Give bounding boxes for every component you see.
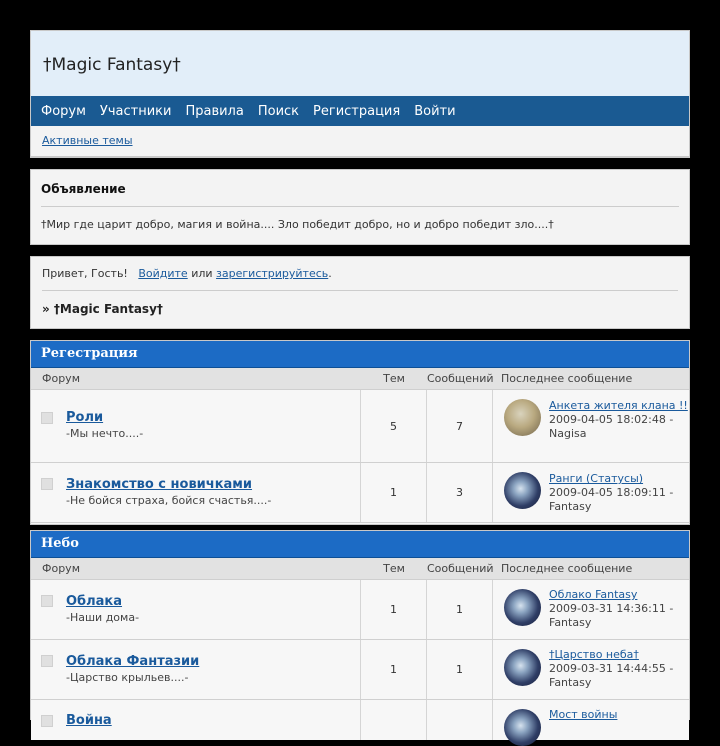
forum-cell [31, 390, 361, 462]
forum-status-icon [41, 412, 53, 424]
register-link[interactable]: зарегистрируйтесь [216, 267, 329, 280]
forum-status-icon [41, 478, 53, 490]
forum-description: -Не бойся страха, бойся счастья....- [66, 494, 272, 507]
welcome-box [30, 256, 690, 329]
forum-row [31, 640, 689, 700]
posts-count: 1 [427, 640, 493, 699]
user-avatar[interactable] [504, 399, 541, 436]
forum-row [31, 390, 689, 463]
user-avatar[interactable] [504, 709, 541, 746]
forum-status-icon [41, 715, 53, 727]
col-posts: Сообщений [427, 562, 494, 575]
col-topics: Тем [383, 372, 405, 385]
topics-count: 1 [361, 463, 427, 522]
forum-name-link[interactable]: Знакомство с новичками [66, 477, 253, 492]
or-text: или [191, 267, 213, 280]
column-headers [31, 558, 689, 580]
forum-status-icon [41, 595, 53, 607]
col-posts: Сообщений [427, 372, 494, 385]
nav-members[interactable]: Участники [99, 103, 172, 119]
column-headers [31, 368, 689, 390]
forum-cell [31, 463, 361, 522]
posts-count: 3 [427, 463, 493, 522]
forum-row [31, 463, 689, 523]
last-post-date: 2009-03-31 14:44:55 - [549, 662, 674, 675]
forum-description: -Наши дома- [66, 611, 140, 624]
last-post-date: 2009-04-05 18:02:48 - [549, 413, 674, 426]
category-title: Регестрация [31, 341, 689, 368]
nav-rules[interactable]: Правила [185, 103, 244, 119]
col-forum: Форум [42, 372, 80, 385]
period: . [328, 267, 332, 280]
category-registration [30, 340, 690, 525]
last-post-author: Nagisa [549, 427, 587, 440]
last-post-date: 2009-03-31 14:36:11 - [549, 602, 674, 615]
topics-count: 1 [361, 640, 427, 699]
topics-count [361, 700, 427, 740]
last-post-link[interactable]: Анкета жителя клана !! [549, 399, 688, 412]
welcome-line [42, 267, 678, 291]
main-nav [31, 96, 689, 126]
last-post-cell [493, 580, 689, 639]
greeting: Привет, Гость! [42, 267, 128, 280]
nav-login[interactable]: Войти [414, 103, 456, 119]
col-last: Последнее сообщение [501, 562, 633, 575]
last-post-cell [493, 390, 689, 462]
col-last: Последнее сообщение [501, 372, 633, 385]
last-post-author: Fantasy [549, 616, 592, 629]
user-avatar[interactable] [504, 649, 541, 686]
announcement-heading: Объявление [41, 182, 679, 207]
forum-cell [31, 700, 361, 740]
nav-register[interactable]: Регистрация [313, 103, 401, 119]
last-post-link[interactable]: Облако Fantasy [549, 588, 638, 601]
login-link[interactable]: Войдите [138, 267, 188, 280]
last-post-author: Fantasy [549, 500, 592, 513]
forum-cell [31, 580, 361, 639]
forum-name-link[interactable]: Роли [66, 410, 104, 425]
topics-count: 1 [361, 580, 427, 639]
forum-cell [31, 640, 361, 699]
active-topics-link[interactable]: Активные темы [42, 134, 133, 147]
forum-row [31, 580, 689, 640]
forum-row [31, 700, 689, 740]
last-post-link[interactable]: †Царство неба† [549, 648, 639, 661]
posts-count: 1 [427, 580, 493, 639]
col-forum: Форум [42, 562, 80, 575]
nav-forum[interactable]: Форум [41, 103, 86, 119]
col-topics: Тем [383, 562, 405, 575]
last-post-link[interactable]: Мост войны [549, 708, 618, 721]
category-sky [30, 530, 690, 728]
last-post-date: 2009-04-05 18:09:11 - [549, 486, 674, 499]
site-title: †Magic Fantasy† [31, 31, 689, 96]
nav-search[interactable]: Поиск [257, 103, 300, 119]
sub-nav [31, 126, 689, 157]
forum-description: -Мы нечто....- [66, 427, 144, 440]
category-title: Небо [31, 531, 689, 558]
last-post-author: Fantasy [549, 676, 592, 689]
announcement-text: †Мир где царит добро, магия и война.... Зло победит добро, но и добро победит зло....† [41, 218, 554, 231]
forum-name-link[interactable]: Облака [66, 594, 123, 609]
forum-name-link[interactable]: Облака Фантазии [66, 654, 200, 669]
user-avatar[interactable] [504, 472, 541, 509]
last-post-link[interactable]: Ранги (Статусы) [549, 472, 644, 485]
posts-count: 7 [427, 390, 493, 462]
forum-status-icon [41, 655, 53, 667]
last-post-cell [493, 640, 689, 699]
posts-count [427, 700, 493, 740]
last-post-cell [493, 463, 689, 522]
user-avatar[interactable] [504, 589, 541, 626]
forum-header [30, 30, 690, 158]
breadcrumb: » †Magic Fantasy† [42, 302, 163, 316]
forum-description: -Царство крыльев....- [66, 671, 189, 684]
forum-name-link[interactable]: Война [66, 713, 112, 728]
topics-count: 5 [361, 390, 427, 462]
last-post-cell [493, 700, 689, 740]
announcement-box [30, 169, 690, 245]
